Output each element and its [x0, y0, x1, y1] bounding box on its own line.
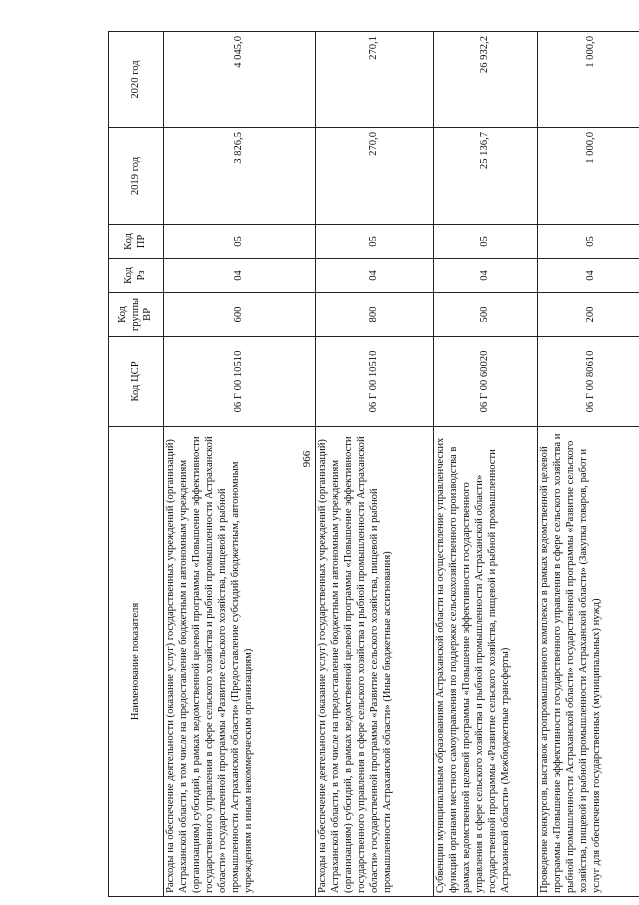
row-rz: 04 — [164, 259, 316, 293]
row-name: Субвенции муниципальным образованиям Астраханской области на осуществление управленческих функций органами местного самоуправления по поддержке сельскохозяйственного производства в рамках ведомственной целевой программы «Повышение эффективности государственного управления в сфере сельского хозяйства и рыбной промышленности Астраханской области» государственной программы «Развитие сельского хозяйства, пищевой и рыбной промышленности Астраханской области» (Межбюджетные трансферты) — [434, 427, 538, 897]
header-pr: Код ПР — [109, 225, 164, 259]
row-vr: 500 — [434, 293, 538, 337]
table-row — [538, 32, 639, 897]
row-rz: 04 — [316, 259, 434, 293]
row-csr: 06 Г 00 60020 — [434, 337, 538, 427]
row-vr: 200 — [538, 293, 639, 337]
row-2020: 1 000,0 — [538, 32, 639, 128]
row-vr: 600 — [164, 293, 316, 337]
header-row — [109, 32, 164, 897]
row-2020: 4 045,0 — [164, 32, 316, 128]
header-2020: 2020 год — [109, 32, 164, 128]
row-pr: 05 — [434, 225, 538, 259]
table-row — [316, 32, 434, 897]
row-csr: 06 Г 00 10510 — [316, 337, 434, 427]
header-2019: 2019 год — [109, 128, 164, 225]
table-row — [434, 32, 538, 897]
row-rz: 04 — [434, 259, 538, 293]
row-name: Расходы на обеспечение деятельности (оказание услуг) государственных учреждений (организаций) Астраханской области, в том числе на предоставление бюджетным и автономным учреждениям (организациям) субсидий, в рамках ведомственной целевой программы «Повышение эффективности государственного управления в сфере сельского хозяйства и рыбной промышленности Астраханской области» государственной программы «Развитие сельского хозяйства, пищевой и рыбной промышленности Астраханской области» (Предоставление субсидий бюджетным, автономным учреждениям и иным некоммерческим организациям) — [164, 427, 316, 897]
row-name: Расходы на обеспечение деятельности (оказание услуг) государственных учреждений (организаций) Астраханской области, в том числе на предоставление бюджетным и автономным учреждениям (организациям) субсидий, в рамках ведомственной целевой программы «Повышение эффективности государственного управления в сфере сельского хозяйства и рыбной промышленности Астраханской области» государственной программы «Развитие сельского хозяйства, пищевой и рыбной промышленности Астраханской области» (Иные бюджетные ассигнования) — [316, 427, 434, 897]
row-2019: 25 136,7 — [434, 128, 538, 225]
rotated-table-wrapper — [108, 32, 639, 897]
page-number: 966 — [301, 450, 313, 468]
header-name: Наименование показателя — [109, 427, 164, 897]
row-csr: 06 Г 00 80610 — [538, 337, 639, 427]
budget-table — [108, 31, 639, 897]
row-csr: 06 Г 00 10510 — [164, 337, 316, 427]
header-rz: Код Рз — [109, 259, 164, 293]
row-pr: 05 — [164, 225, 316, 259]
header-csr: Код ЦСР — [109, 337, 164, 427]
row-2020: 26 932,2 — [434, 32, 538, 128]
row-vr: 800 — [316, 293, 434, 337]
row-2020: 270,1 — [316, 32, 434, 128]
row-2019: 1 000,0 — [538, 128, 639, 225]
row-rz: 04 — [538, 259, 639, 293]
row-2019: 270,0 — [316, 128, 434, 225]
header-vr: Код группы ВР — [109, 293, 164, 337]
row-pr: 05 — [316, 225, 434, 259]
table-row — [164, 32, 316, 897]
row-pr: 05 — [538, 225, 639, 259]
landscape-table-area — [108, 32, 639, 897]
row-name: Проведение конкурсов, выставок агропромышленного комплекса в рамках ведомственной целевой программы «Повышение эффективности государственного управления в сфере сельского хозяйства и рыбной промышленности Астраханской области» государственной программы «Развитие сельского хозяйства, пищевой и рыбной промышленности Астраханской области» (Закупка товаров, работ и услуг для обеспечения государственных (муниципальных) нужд) — [538, 427, 639, 897]
row-2019: 3 826,5 — [164, 128, 316, 225]
